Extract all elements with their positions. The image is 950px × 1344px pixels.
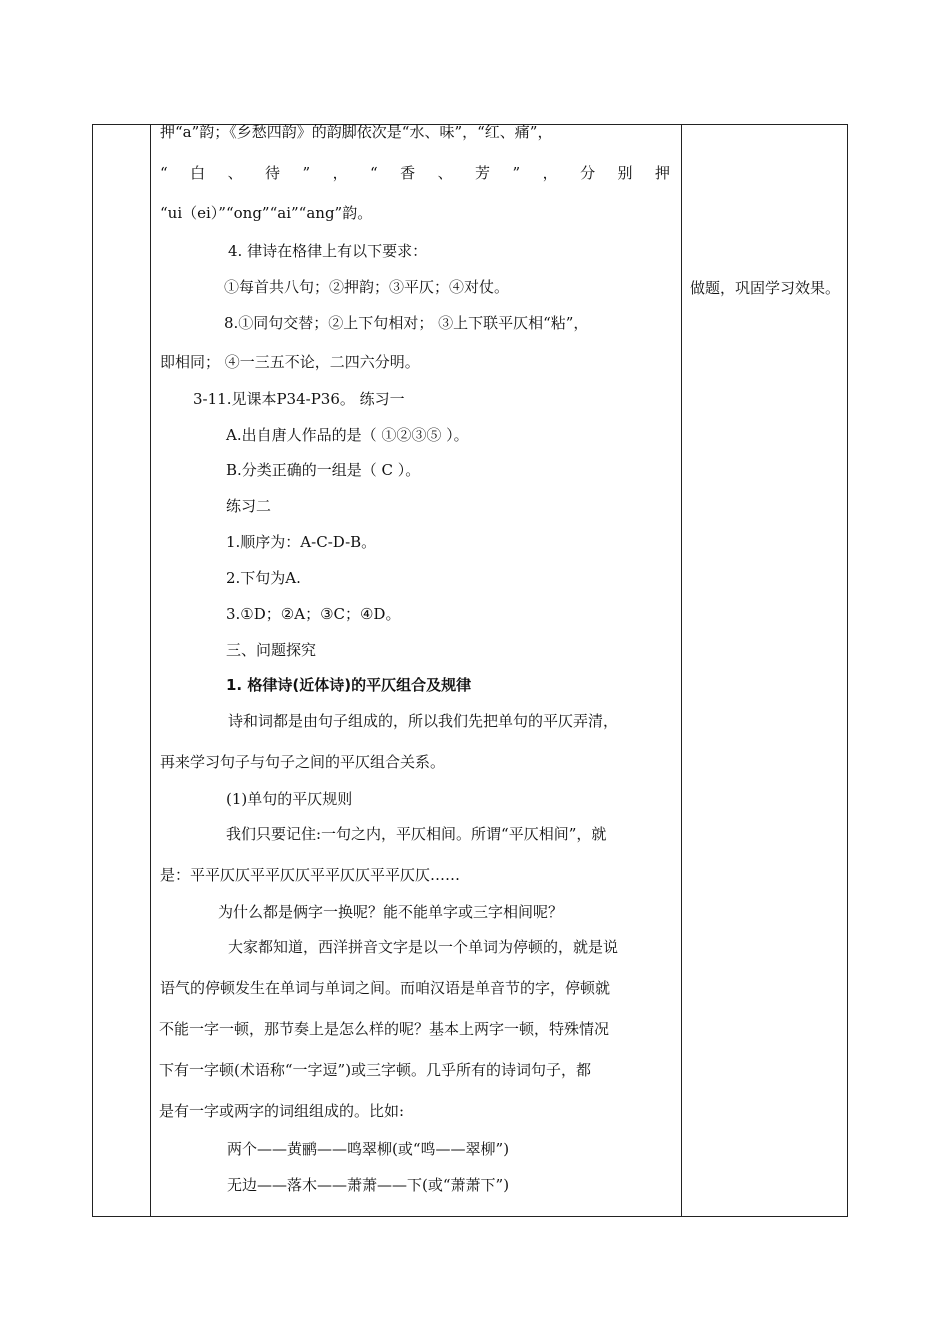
text-line: 押“a”韵；《乡愁四韵》的韵脚依次是“水、味”，“红、痛”， bbox=[160, 123, 553, 141]
text-line: 2.下句为A. bbox=[226, 569, 301, 587]
text-char: ， bbox=[542, 164, 558, 182]
text-line: 诗和词都是由句子组成的，所以我们先把单句的平仄弄清， bbox=[228, 712, 619, 730]
text-line: 即相同； ④一三五不论，二四六分明。 bbox=[160, 353, 420, 371]
column-divider-right bbox=[681, 125, 682, 1216]
text-line: B.分类正确的一组是（ C ）。 bbox=[226, 461, 421, 479]
text-line: “ui（ei）”“ong”“ai”“ang”韵。 bbox=[160, 204, 373, 222]
text-line: 是：平平仄仄平平仄仄平平仄仄平平仄仄…… bbox=[160, 866, 461, 884]
text-char: ， bbox=[332, 164, 348, 182]
text-line: 8.①同句交替；②上下句相对； ③上下联平仄相“粘”， bbox=[224, 314, 589, 332]
text-char: 、 bbox=[437, 164, 453, 182]
activity-note: 做题，巩固学习效果。 bbox=[690, 279, 841, 297]
text-line: 无边——落木——萧萧——下(或“萧萧下”) bbox=[227, 1176, 510, 1194]
text-char: ” bbox=[302, 164, 311, 182]
text-line: 再来学习句子与句子之间的平仄组合关系。 bbox=[160, 753, 446, 771]
text-char: 待 bbox=[265, 164, 281, 182]
subsection-heading: 1. 格律诗(近体诗)的平仄组合及规律 bbox=[226, 676, 472, 694]
text-line: 4. 律诗在格律上有以下要求： bbox=[228, 242, 428, 260]
text-char: ” bbox=[512, 164, 521, 182]
text-char: 押 bbox=[654, 164, 670, 182]
text-line: 下有一字顿(术语称“一字逗”)或三字顿。几乎所有的诗词句子，都 bbox=[159, 1061, 592, 1079]
text-line: (1)单句的平仄规则 bbox=[226, 790, 353, 808]
section-heading: 三、问题探究 bbox=[226, 641, 317, 659]
text-line: 大家都知道，西洋拼音文字是以一个单词为停顿的，就是说 bbox=[228, 938, 619, 956]
text-line: 3-11.见课本P34-P36。 练习一 bbox=[193, 390, 405, 408]
text-line: ①每首共八句；②押韵；③平仄；④对仗。 bbox=[224, 278, 510, 296]
text-line: 1.顺序为：A-C-D-B。 bbox=[226, 533, 377, 551]
text-line-spread bbox=[160, 163, 670, 183]
text-line: 我们只要记住:一句之内，平仄相间。所谓“平仄相间”，就 bbox=[226, 825, 607, 843]
text-char: “ bbox=[160, 164, 168, 182]
text-line: 两个——黄鹂——鸣翠柳(或“鸣——翠柳”) bbox=[227, 1140, 510, 1158]
text-line: 为什么都是俩字一换呢？能不能单字或三字相间呢？ bbox=[218, 903, 564, 921]
text-line: 是有一字或两字的词组组成的。比如: bbox=[159, 1102, 405, 1120]
text-line: 练习二 bbox=[226, 497, 272, 515]
text-line: 3.①D；②A；③C；④D。 bbox=[226, 605, 401, 623]
text-line: A.出自唐人作品的是（ ①②③⑤ ）。 bbox=[226, 426, 469, 444]
text-char: 别 bbox=[617, 164, 633, 182]
text-char: “ bbox=[370, 164, 378, 182]
text-char: 香 bbox=[400, 164, 416, 182]
text-line: 不能一字一顿，那节奏上是怎么样的呢？基本上两字一顿，特殊情况 bbox=[159, 1020, 610, 1038]
text-char: 分 bbox=[580, 164, 596, 182]
column-divider-left bbox=[150, 125, 151, 1216]
text-char: 白 bbox=[190, 164, 206, 182]
text-line: 语气的停顿发生在单词与单词之间。而咱汉语是单音节的字，停顿就 bbox=[160, 979, 611, 997]
text-char: 、 bbox=[227, 164, 243, 182]
text-char: 芳 bbox=[475, 164, 491, 182]
